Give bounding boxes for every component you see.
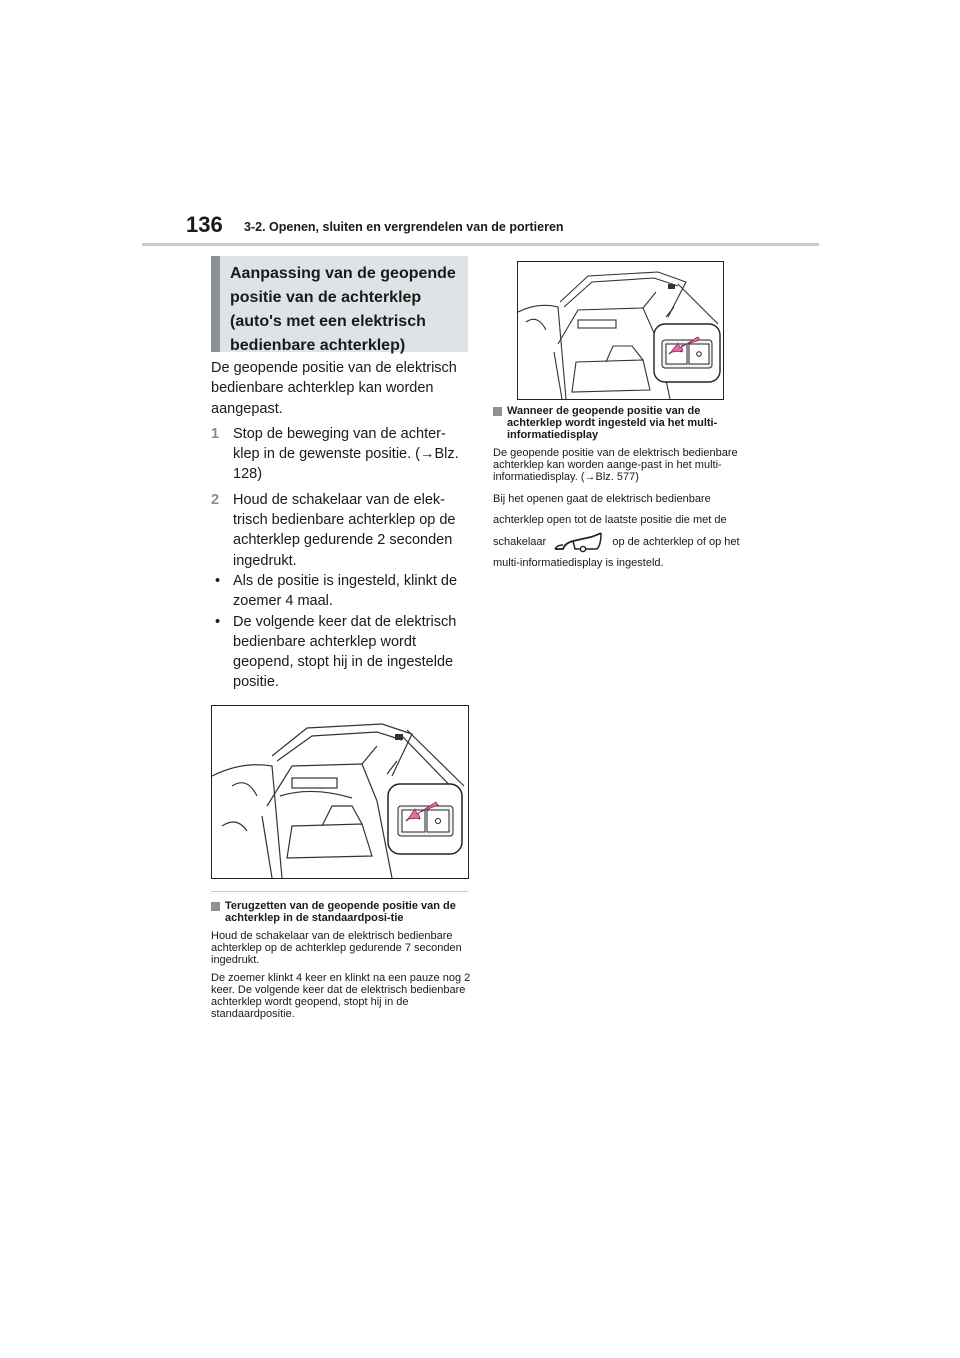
step-text: Stop de beweging van de achter-klep in de gewenste positie. (→Blz. 128) xyxy=(233,425,459,483)
reset-paragraph-1: Houd de schakelaar van de elektrisch bedienbare achterklep op de achterklep gedurende 7 seconden ingedrukt. xyxy=(211,930,462,966)
multi-info-title xyxy=(493,405,755,441)
reset-paragraph-2: De zoemer klinkt 4 keer en klinkt na een pauze nog 2 keer. De volgende keer dat de elektrisch bedienbare achterklep wordt geopend, stopt hij in de standaardpositie. xyxy=(211,972,471,1020)
reset-title xyxy=(211,900,473,924)
switch-callout xyxy=(654,324,720,382)
chapter-title: 3-2. Openen, sluiten en vergrendelen van de portieren xyxy=(244,220,564,234)
step-number: 1 xyxy=(211,425,220,442)
tailgate-drawing xyxy=(212,706,468,878)
bullet-mark: • xyxy=(215,572,221,589)
step-1 xyxy=(211,424,471,485)
step-number: 2 xyxy=(211,491,220,508)
tailgate-drawing xyxy=(518,262,723,399)
bullet-2 xyxy=(211,612,471,693)
step-text: Houd de schakelaar van de elek-trisch bedienbare achterklep op de achterklep gedurende 2 seconden ingedrukt. xyxy=(233,491,456,569)
step-2 xyxy=(211,490,471,571)
multi-info-text-before: Bij het openen gaat de elektrisch bedienbare achterklep open tot de laatste positie die met de schakelaar xyxy=(493,493,727,548)
header-rule xyxy=(142,243,819,246)
bullet-mark: • xyxy=(215,613,221,630)
tailgate-illustration-right xyxy=(517,261,724,400)
section-title: Aanpassing van de geopende positie van de achterklep (auto's met een elektrisch bedienbare achterklep) xyxy=(211,256,468,352)
left-column xyxy=(211,358,471,693)
multi-info-paragraph-1: De geopende positie van de elektrisch bedienbare achterklep kan worden aange-past in het multi-informatiedisplay. (→Blz. 577) xyxy=(493,447,738,483)
switch-callout xyxy=(388,784,462,854)
tailgate-switch-icon xyxy=(553,531,605,553)
multi-info-paragraph-2 xyxy=(493,489,755,574)
tailgate-illustration-left xyxy=(211,705,469,879)
reset-title-text: Terugzetten van de geopende positie van de achterklep in de standaardposi-tie xyxy=(225,900,456,924)
thin-rule xyxy=(211,891,468,892)
multi-info-block xyxy=(493,405,755,580)
page-number: 136 xyxy=(186,212,223,237)
multi-info-text-after: op de achterklep of op het multi-informatiedisplay is ingesteld. xyxy=(493,535,740,569)
square-bullet-icon xyxy=(211,902,220,911)
intro-text: De geopende positie van de elektrisch bedienbare achterklep kan worden aangepast. xyxy=(211,360,457,417)
bullet-text: Als de positie is ingesteld, klinkt de zoemer 4 maal. xyxy=(233,572,458,610)
bullet-text: De volgende keer dat de elektrisch bedienbare achterklep wordt geopend, stopt hij in de ingestelde positie. xyxy=(233,613,457,691)
reset-block xyxy=(211,900,473,1026)
square-bullet-icon xyxy=(493,407,502,416)
multi-info-title-text: Wanneer de geopende positie van de achterklep wordt ingesteld via het multi-informatiedisplay xyxy=(507,405,718,441)
bullet-1 xyxy=(211,571,471,612)
